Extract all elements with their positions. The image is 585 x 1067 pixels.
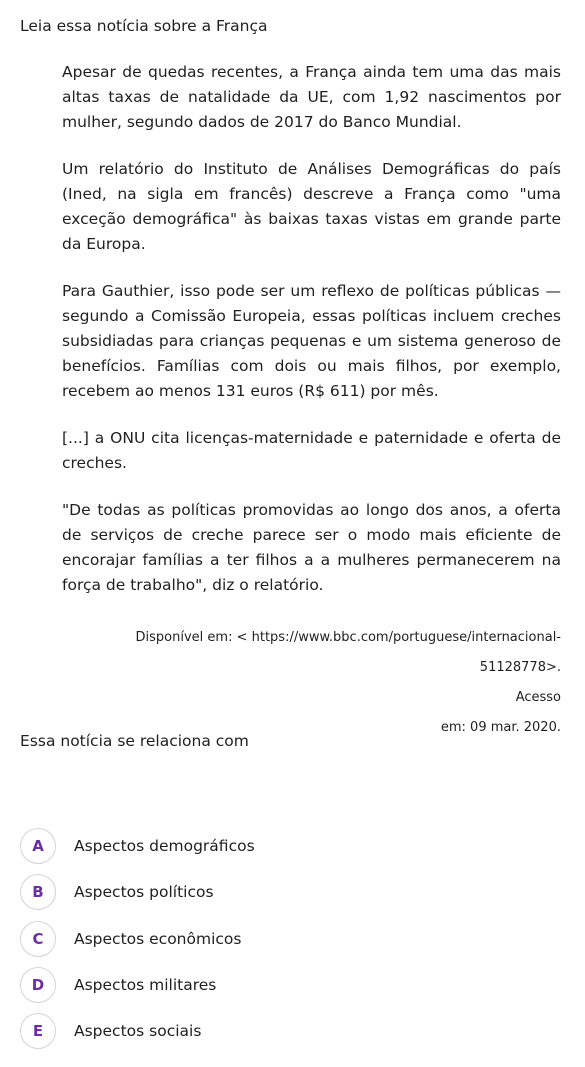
- source-access-date: em: 09 mar. 2020.: [440, 720, 561, 735]
- article-excerpt: [62, 60, 561, 620]
- article-paragraph: Um relatório do Instituto de Análises Demográficas do país (Ined, na sigla em francês) descreve a França como "uma exceção demográfica" às baixas taxas vistas em grande parte da Europa.: [62, 160, 561, 253]
- option-d[interactable]: [20, 966, 565, 1004]
- option-label[interactable]: Aspectos econômicos: [74, 929, 242, 948]
- article-paragraph: Para Gauthier, isso pode ser um reflexo de políticas públicas — segundo a Comissão Europeia, essas políticas incluem creches subsidiadas para crianças pequenas e um sistema generoso de benefícios. Famílias com dois ou mais filhos, por exemplo, recebem ao menos 131 euros (R$ 611) por mês.: [62, 282, 561, 400]
- option-letter-badge[interactable]: C: [20, 921, 56, 957]
- option-letter-badge[interactable]: A: [20, 828, 56, 864]
- answer-options: [20, 827, 565, 1058]
- option-label[interactable]: Aspectos políticos: [74, 883, 214, 902]
- article-paragraph: "De todas as políticas promovidas ao longo dos anos, a oferta de serviços de creche parece ser o modo mais eficiente de encorajar famílias a ter filhos a a mulheres permanecerem na força de trabalho", diz o relatório.: [62, 501, 561, 594]
- option-e[interactable]: [20, 1012, 565, 1050]
- source-url-line: Disponível em: < https://www.bbc.com/portuguese/internacional-51128778>.: [135, 630, 561, 675]
- option-label[interactable]: Aspectos demográficos: [74, 837, 255, 855]
- option-label[interactable]: Aspectos sociais: [74, 1022, 202, 1041]
- source-access-label: Acesso: [515, 690, 561, 705]
- option-label[interactable]: Aspectos militares: [74, 975, 217, 994]
- option-b[interactable]: [20, 873, 565, 911]
- article-source: [62, 623, 561, 743]
- option-letter-badge[interactable]: E: [20, 1013, 56, 1049]
- article-paragraph: [...] a ONU cita licenças-maternidade e paternidade e oferta de creches.: [62, 429, 561, 472]
- question-intro: Leia essa notícia sobre a França: [20, 17, 268, 35]
- option-c[interactable]: [20, 920, 565, 958]
- option-letter-badge[interactable]: D: [20, 967, 56, 1003]
- article-paragraph: Apesar de quedas recentes, a França ainda tem uma das mais altas taxas de natalidade da UE, com 1,92 nascimentos por mulher, segundo dados de 2017 do Banco Mundial.: [62, 63, 561, 131]
- question-stem: Essa notícia se relaciona com: [20, 732, 249, 750]
- option-letter-badge[interactable]: B: [20, 874, 56, 910]
- option-a[interactable]: [20, 827, 565, 865]
